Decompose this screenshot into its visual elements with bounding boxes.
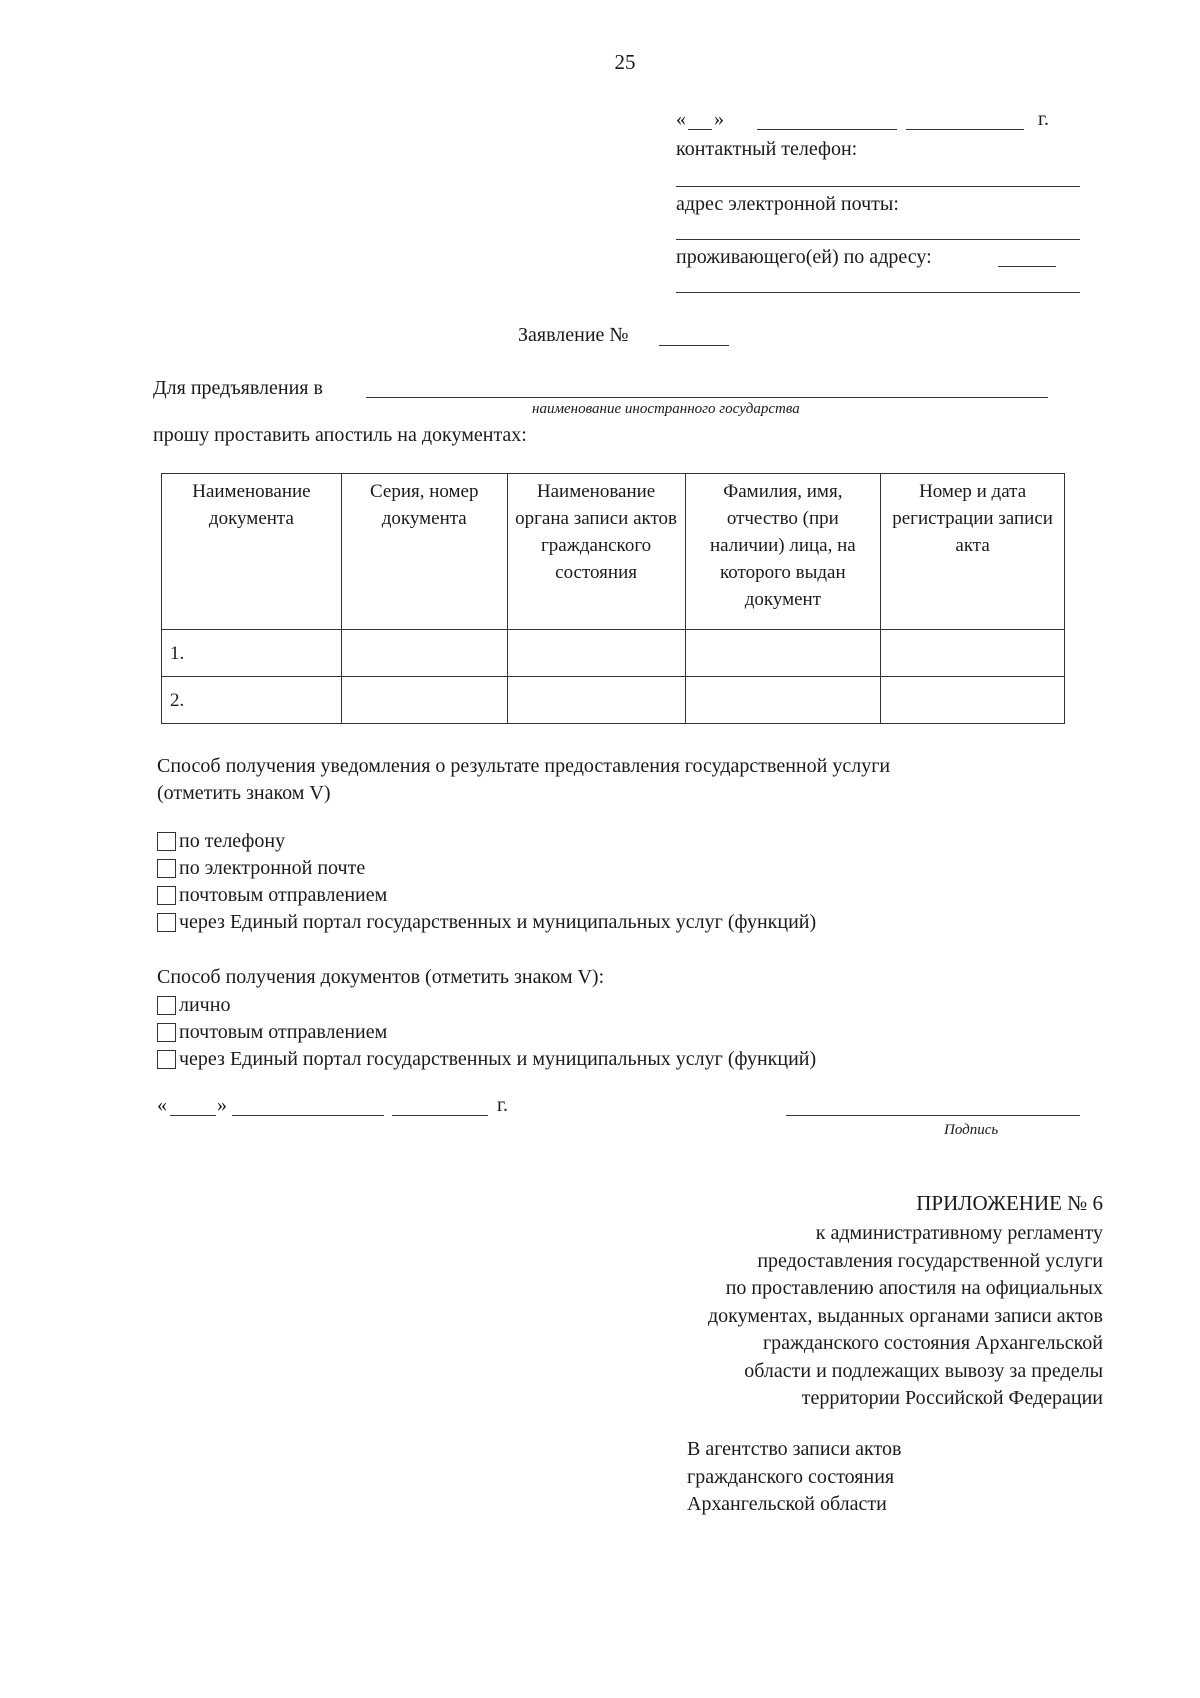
address-line-2 [676,292,1080,293]
date-month-line [757,129,897,130]
checkbox[interactable] [157,859,176,878]
row-number: 1. [162,630,342,677]
appendix-title: ПРИЛОЖЕНИЕ № 6 [916,1191,1103,1215]
col-series-number: Серия, номер документа [341,474,507,630]
table-cell[interactable] [507,630,685,677]
notify-post-option[interactable] [157,884,387,907]
date-day-line [688,129,712,130]
footer-month-line [232,1115,384,1116]
phone-line [676,186,1080,187]
notify-phone-option[interactable] [157,830,285,853]
addressee-line: гражданского состояния [687,1465,895,1488]
receive-personally-option[interactable] [157,994,230,1017]
addressee-line: В агентство записи актов [687,1438,902,1460]
checkbox[interactable] [157,1050,176,1069]
signature-line [786,1115,1080,1116]
date-year-suffix: г. [1038,108,1049,130]
date-open-quote: « [676,108,686,130]
appendix-line: по проставлению апостиля на официальных [725,1277,1103,1299]
appendix-subtitle [708,1220,1103,1413]
email-line [676,239,1080,240]
table-cell[interactable] [507,677,685,724]
appendix-line: гражданского состояния Архангельской [762,1332,1103,1354]
table-row [162,630,1065,677]
option-label: лично [179,994,231,1016]
application-number-line [659,345,729,346]
appendix-line: предоставления государственной услуги [757,1249,1103,1272]
footer-day-line [170,1115,216,1116]
date-year-line [906,129,1024,130]
page-number: 25 [614,50,636,74]
phone-label: контактный телефон: [676,138,858,160]
email-label: адрес электронной почты: [676,193,899,215]
date-close-quote: » [714,108,724,130]
option-label: через Единый портал государственных и муниципальных услуг (функций) [179,1048,817,1070]
checkbox[interactable] [157,913,176,932]
table-cell[interactable] [341,677,507,724]
signature-caption: Подпись [944,1122,999,1138]
apostille-request: прошу проставить апостиль на документах: [153,424,527,446]
table-cell[interactable] [881,677,1065,724]
notify-portal-option[interactable] [157,911,816,934]
country-line [366,397,1048,398]
appendix-line: к административному регламенту [815,1222,1103,1244]
col-document-name: Наименование документа [162,474,342,630]
documents-table [161,473,1065,724]
table-row [162,677,1065,724]
table-header-row [162,474,1065,630]
receive-post-option[interactable] [157,1021,387,1044]
addressee-line: Архангельской области [687,1493,887,1515]
notify-email-option[interactable] [157,857,365,880]
address-label: проживающего(ей) по адресу: [676,246,932,268]
option-label: почтовым отправлением [179,1021,388,1043]
checkbox[interactable] [157,886,176,905]
footer-year-line [392,1115,488,1116]
table-cell[interactable] [685,677,881,724]
application-title: Заявление № [518,324,629,346]
col-registry-office: Наименование органа записи актов гражданского состояния [507,474,685,630]
col-person-name: Фамилия, имя, отчество (при наличии) лица, на которого выдан документ [685,474,881,630]
checkbox[interactable] [157,996,176,1015]
row-number: 2. [162,677,342,724]
presentation-label: Для предъявления в [153,377,323,399]
receive-portal-option[interactable] [157,1048,816,1071]
checkbox[interactable] [157,1023,176,1042]
option-label: через Единый портал государственных и муниципальных услуг (функций) [179,911,817,933]
appendix-line: территории Российской Федерации [801,1387,1103,1409]
appendix-line: области и подлежащих вывозу за пределы [744,1359,1103,1382]
table-cell[interactable] [685,630,881,677]
table-cell[interactable] [881,630,1065,677]
col-record-date: Номер и дата регистрации записи акта [881,474,1065,630]
table-cell[interactable] [341,630,507,677]
address-line-1 [998,266,1056,267]
checkbox[interactable] [157,832,176,851]
addressee-block [687,1436,901,1519]
notification-heading-note: (отметить знаком V) [157,782,331,804]
documents-heading: Способ получения документов (отметить знаком V): [157,966,605,988]
notification-heading: Способ получения уведомления о результате предоставления государственной услуги [157,755,891,777]
footer-date-open-quote: « [157,1094,167,1116]
appendix-line: документах, выданных органами записи актов [708,1304,1103,1327]
country-caption: наименование иностранного государства [532,401,800,417]
footer-year-suffix: г. [497,1094,508,1116]
footer-date-close-quote: » [217,1094,227,1116]
option-label: по телефону [179,830,286,852]
option-label: по электронной почте [179,857,366,879]
option-label: почтовым отправлением [179,884,388,906]
